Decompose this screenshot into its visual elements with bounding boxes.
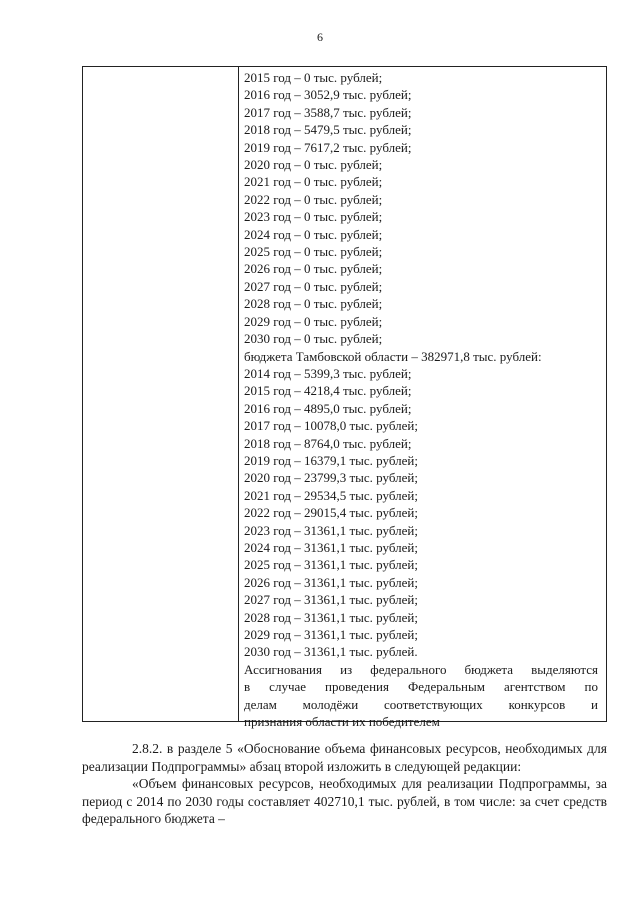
funding-line: 2022 год – 0 тыс. рублей; xyxy=(244,191,383,207)
funding-line: 2030 год – 31361,1 тыс. рублей. xyxy=(244,644,418,660)
funding-line: 2017 год – 10078,0 тыс. рублей; xyxy=(244,418,418,434)
note-line: в случае проведения Федеральным агентством по xyxy=(244,679,598,695)
funding-line: 2017 год – 3588,7 тыс. рублей; xyxy=(244,104,412,120)
page-number: 6 xyxy=(317,30,323,44)
funding-line: бюджета Тамбовской области – 382971,8 тыс. рублей: xyxy=(244,348,542,364)
funding-line: 2016 год – 4895,0 тыс. рублей; xyxy=(244,400,412,416)
funding-line: 2024 год – 31361,1 тыс. рублей; xyxy=(244,539,418,555)
paragraph-amendment: 2.8.2. в разделе 5 «Обоснование объема финансовых ресурсов, необходимых для реализации Подпрограммы» абзац второй изложить в следующей редакции: xyxy=(82,741,607,774)
funding-line: 2026 год – 31361,1 тыс. рублей; xyxy=(244,574,418,590)
funding-table xyxy=(82,66,607,730)
funding-line: 2029 год – 0 тыс. рублей; xyxy=(244,313,383,329)
funding-line: 2025 год – 31361,1 тыс. рублей; xyxy=(244,557,418,573)
funding-line: 2022 год – 29015,4 тыс. рублей; xyxy=(244,505,418,521)
funding-line: 2020 год – 0 тыс. рублей; xyxy=(244,157,383,173)
funding-line: 2018 год – 5479,5 тыс. рублей; xyxy=(244,122,412,138)
funding-line: 2016 год – 3052,9 тыс. рублей; xyxy=(244,87,412,103)
funding-line: 2025 год – 0 тыс. рублей; xyxy=(244,244,383,260)
funding-line: 2015 год – 4218,4 тыс. рублей; xyxy=(244,383,412,399)
funding-line: 2020 год – 23799,3 тыс. рублей; xyxy=(244,470,418,486)
funding-line: 2030 год – 0 тыс. рублей; xyxy=(244,331,383,347)
note-line: Ассигнования из федерального бюджета выделяются xyxy=(244,661,598,677)
funding-line: 2021 год – 29534,5 тыс. рублей; xyxy=(244,487,418,503)
funding-line: 2015 год – 0 тыс. рублей; xyxy=(244,70,383,85)
funding-line: 2024 год – 0 тыс. рублей; xyxy=(244,226,383,242)
funding-cell xyxy=(244,69,598,730)
funding-line: 2028 год – 0 тыс. рублей; xyxy=(244,296,383,312)
funding-line: 2027 год – 0 тыс. рублей; xyxy=(244,278,383,294)
funding-line: 2023 год – 31361,1 тыс. рублей; xyxy=(244,522,418,538)
note-line: признания области их победителем xyxy=(244,714,440,730)
note-line: делам молодёжи соответствующих конкурсов и xyxy=(244,696,598,712)
funding-line: 2028 год – 31361,1 тыс. рублей; xyxy=(244,609,418,625)
funding-line: 2019 год – 16379,1 тыс. рублей; xyxy=(244,452,418,468)
funding-line: 2027 год – 31361,1 тыс. рублей; xyxy=(244,592,418,608)
allocation-note xyxy=(244,661,598,731)
funding-lines xyxy=(244,69,598,661)
paragraph-funding-volume: «Объем финансовых ресурсов, необходимых для реализации Подпрограммы, за период с 2014 по 2030 годы составляет 402710,1 тыс. рублей, в том числе: за счет средств федерального бюджета – xyxy=(82,776,607,826)
funding-line: 2014 год – 5399,3 тыс. рублей; xyxy=(244,365,412,381)
funding-line: 2026 год – 0 тыс. рублей; xyxy=(244,261,383,277)
funding-line: 2021 год – 0 тыс. рублей; xyxy=(244,174,383,190)
funding-line: 2018 год – 8764,0 тыс. рублей; xyxy=(244,435,412,451)
body-text xyxy=(82,740,607,828)
funding-line: 2019 год – 7617,2 тыс. рублей; xyxy=(244,139,412,155)
funding-line: 2023 год – 0 тыс. рублей; xyxy=(244,209,383,225)
column-divider xyxy=(238,67,239,721)
funding-line: 2029 год – 31361,1 тыс. рублей; xyxy=(244,627,418,642)
